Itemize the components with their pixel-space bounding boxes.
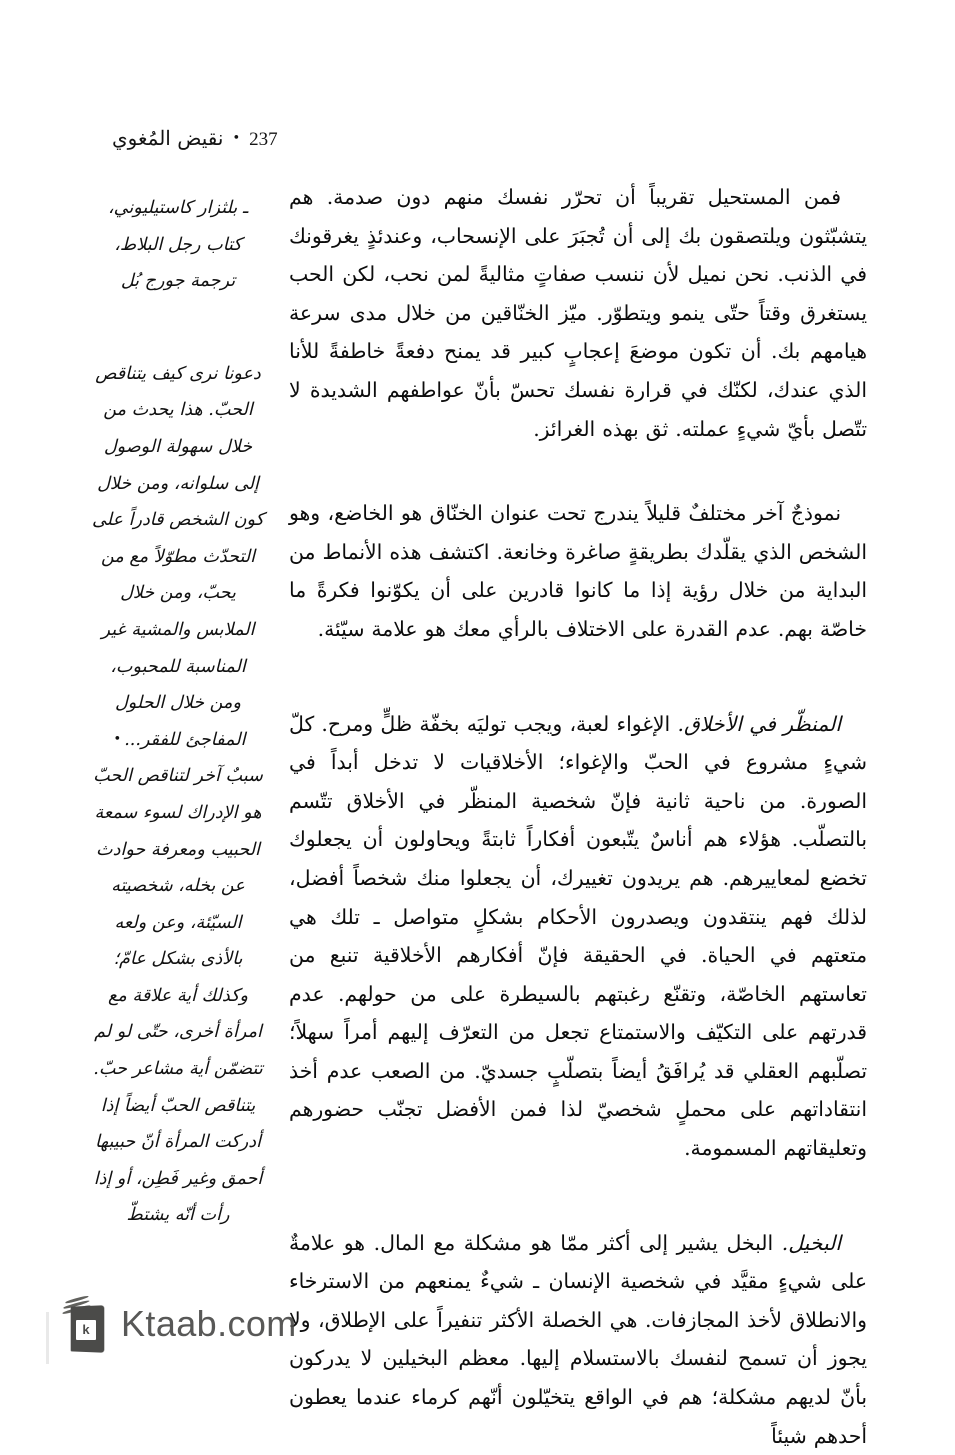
run-in-heading-theorist: المنظّر في الأخلاق.	[677, 711, 841, 736]
page-edge-shadow	[46, 1312, 49, 1364]
margin-note-2-text: سببٌ آخر لتناقص الحبّ هو الإدراك لسوء سمعة الحبيب ومعرفة حوادث عن بخله، شخصيته السيّئة، وعن ولعه بالأذى بشكل عامّ؛ وكذلك أية علاقة مع امرأة أخرى، حتّى لو لم تتضمّن أية مشاعر حبّ. يتناقص الحبّ أيضاً إذا أدركت المرأة أنّ حبيبها أحمق وغير فَطِن، أو إذا رأت أنّه يشتطّ	[93, 766, 263, 1226]
main-text-column	[289, 178, 867, 1455]
margin-note-attribution: ـ بلثزار كاستيليوني، كتاب رجل البلاط، ترجمة جورج بُل	[107, 198, 249, 292]
chapter-title: نقيض المُغوي	[112, 126, 224, 150]
book-logo-icon	[62, 1296, 108, 1352]
margin-notes-column	[92, 190, 264, 1234]
watermark-mark-letter: k	[76, 1320, 96, 1340]
body-paragraph-2: نموذجٌ آخر مختلفٌ قليلاً يندرج تحت عنوان الخنّاق هو الخاضع، وهو الشخص الذي يقلّدك بطريقةٍ صاغرة وخانعة. اكتشف هذه الأنماط من البداية من خلال رؤية إذا ما كانوا قادرين على أن يكوّنوا فكرةً ما خاصّة بهم. عدم القدرة على الاختلاف بالرأي معك هو علامة سيّئة.	[289, 501, 867, 641]
body-paragraph-3	[289, 705, 867, 1168]
run-in-heading-miser: البخيل.	[781, 1230, 841, 1255]
margin-note-1-text: دعونا نرى كيف يتناقص الحبّ. هذا يحدث من خلال سهولة الوصول إلى سلوانه، ومن خلال كون الشخص قادراً على التحدّث مطوّلاً مع من يحبّ، ومن خلال الملابس والمشية غير المناسبة للمحبوب، ومن خلال الحلول المفاجئ للفقر...	[92, 363, 264, 750]
watermark-label: Ktaab.com	[121, 1303, 297, 1344]
ktaab-watermark	[62, 1296, 297, 1352]
body-paragraph-1: فمن المستحيل تقريباً أن تحرّر نفسك منهم دون صدمة. هم يتشبّثون ويلتصقون بك إلى أن تُجبَرَ على الإنسحاب، وعندئذٍ يغرقونك في الذنب. نحن نميل لأن ننسب صفاتٍ مثاليةً لمن نحب، لكن الحب يستغرق وقتاً حتّى ينمو ويتطوّر. ميّز الخنّاقين من خلال مدى سرعة هيامهم بك. أن تكون موضعَ إعجابٍ كبير قد يمنح دفعةً خاطفةً للأنا الذي عندك، لكنّك في قرارة نفسك تحسّ بأنّ عواطفهم الشديدة لا تتّصل بأيّ شيءٍ عملته. ثق بهذه الغرائز.	[289, 185, 867, 441]
running-header	[112, 126, 532, 152]
body-paragraph-3-text: الإغواء لعبة، ويجب توليَه بخفّة ظلٍّ ومرح. كلّ شيءٍ مشروع في الحبّ والإغواء؛ الأخلاقيات لا تدخل أبداً في الصورة. من ناحية ثانية فإنّ شخصية المنظّر في الأخلاق تتّسم بالتصلّب. هؤلاء هم أناسٌ يتّبعون أفكاراً ثابتةً ويحاولون أن يجعلوك تخضع لمعاييرهم. هم يريدون تغييرك، أن يجعلوا منك شخصاً أفضل، لذلك فهم ينتقدون ويصدرون الأحكام بشكلٍ متواصل ـ تلك هي متعتهم في الحياة. في الحقيقة فإنّ أفكارهم الأخلاقية تنبع من تعاستهم الخاصّة، وتقنّع رغبتهم بالسيطرة على من حولهم. عدم قدرتهم على التكيّف والاستمتاع تجعل من التعرّف إليهم أمراً سهلاً؛ تصلّبهم العقلي قد يُرافَقُ أيضاً بتصلّبٍ جسديّ. من الصعب عدم أخذ انتقاداتهم على محملٍ شخصيّ لذا فمن الأفضل تجنّب حضورهم وتعليقاتهم المسمومة.	[289, 711, 867, 1161]
body-paragraph-4-text: البخل يشير إلى أكثر ممّا هو مشكلة مع المال. هو علامةٌ على شيءٍ مقيَّد في شخصية الإنسان ـ شيءٌ يمنعهم من الاسترخاء والانطلاق لأخذ المجازفات. هي الخصلة الأكثر تنفيراً على الإطلاق، ولا يجوز أن تسمح لنفسك بالاستسلام إليها. معظم البخيلين لا يدركون بأنّ لديهم مشكلة؛ هم في الواقع يتخيّلون أنّهم كرماء عندما يعطون أحدهم شيئاً	[289, 1230, 867, 1448]
page-number: 237	[249, 129, 278, 150]
margin-note-bullet-icon: •	[113, 731, 122, 747]
header-separator-dot: •	[232, 131, 241, 146]
margin-note-paragraph-1	[92, 356, 264, 1234]
body-paragraph-4	[289, 1224, 867, 1455]
